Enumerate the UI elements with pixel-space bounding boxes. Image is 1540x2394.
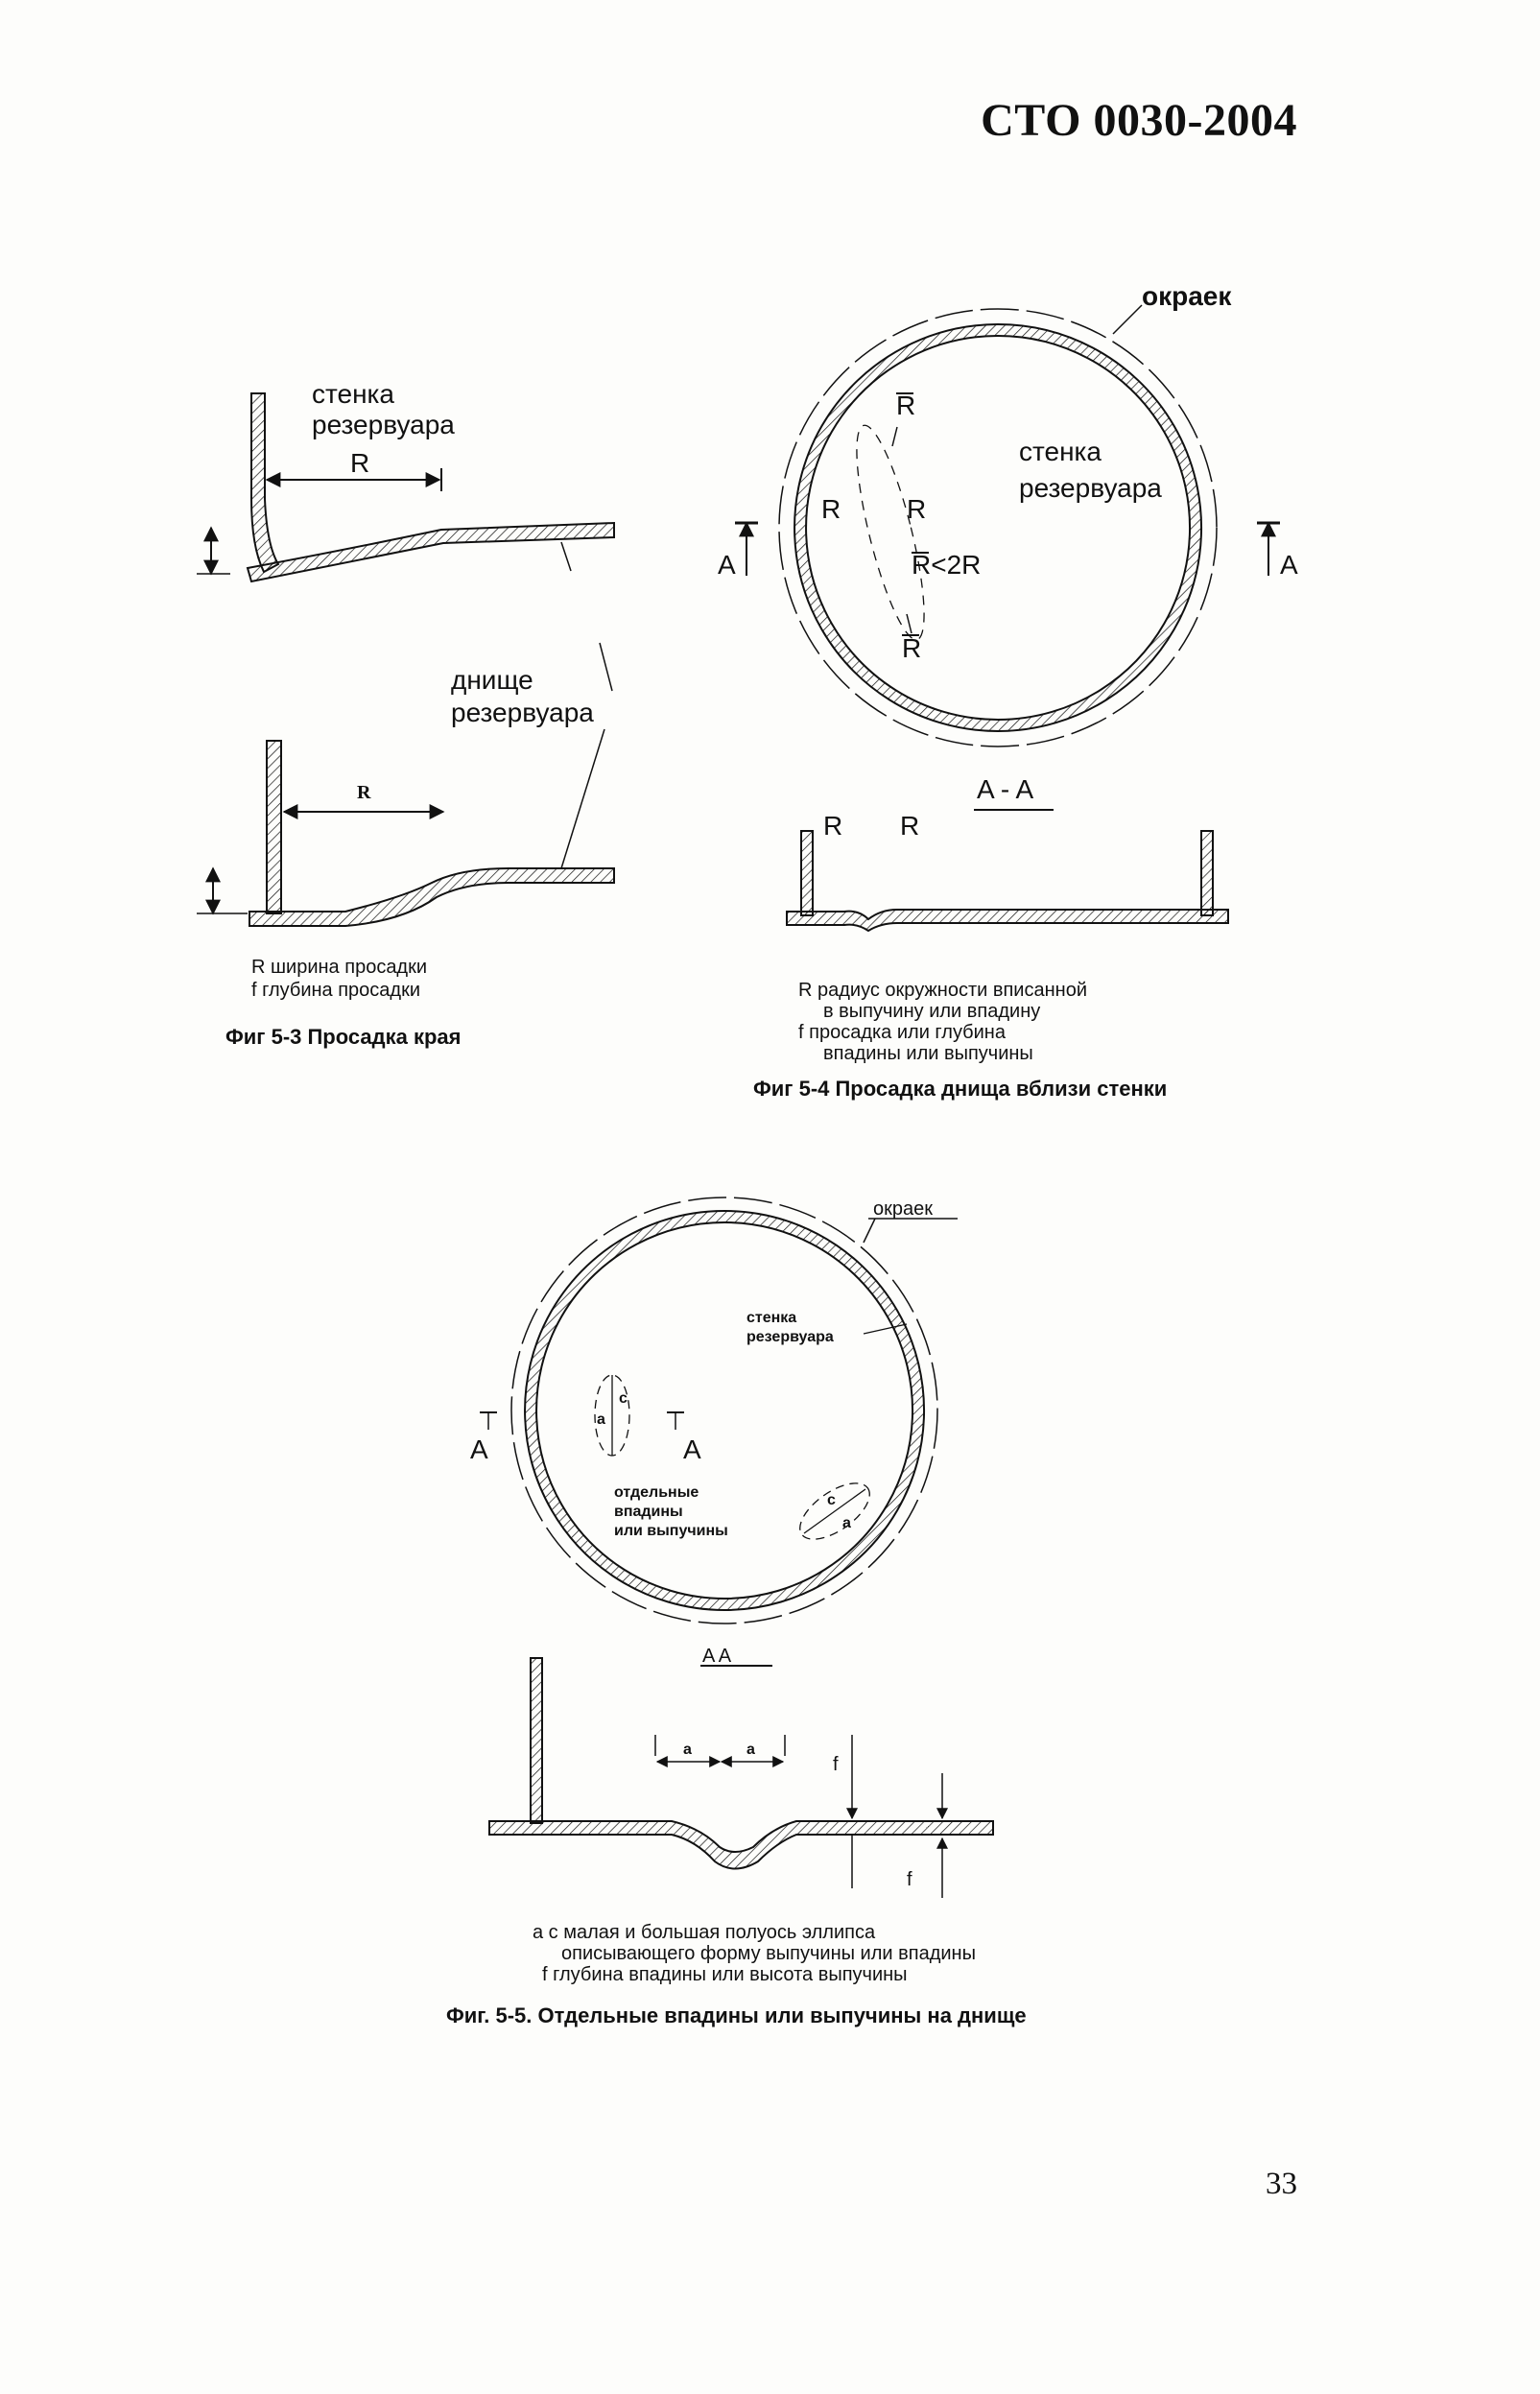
section-wall [531,1658,542,1823]
wall-label-1: стенка [1019,437,1102,466]
rim-outline [779,309,1217,747]
legend-ac2: описывающего форму выпучины или впадины [561,1943,976,1964]
section-r2: R [900,811,920,841]
wall-label-2: резервуара [1019,473,1162,503]
bottom-label-2: резервуара [451,698,594,727]
legend-r1: R радиус окружности вписанной [798,980,1087,1001]
rim-outline [511,1197,937,1624]
section-mark-right: A [1280,550,1298,580]
inscribed-circle-outline [843,420,937,645]
wall-label-1: стенка [312,379,394,409]
figure-5-3 [197,379,614,1049]
ellipse1-c: c [619,1390,628,1407]
tank-bottom-lower [249,868,614,926]
ellipse1-a: a [597,1411,605,1428]
page-number: 33 [1266,2167,1297,2201]
legend-f1: f просадка или глубина [798,1022,1006,1043]
r-top: R [896,391,916,420]
section-mark-left: A [718,550,736,580]
legend-f: f глубина впадины или высота выпучины [542,1964,908,1985]
figure-5-4 [718,281,1298,1101]
caption-5-5: Фиг. 5-5. Отдельные впадины или выпучины на днище [446,2003,1027,2027]
bottom-label-1: днище [451,665,533,695]
caption-5-3: Фиг 5-3 Просадка края [225,1025,462,1049]
section-mark-right: A [683,1434,701,1464]
legend-f: f глубина просадки [251,980,421,1001]
section-wall-left [801,831,813,915]
legend-r2: в выпучину или впадину [823,1001,1041,1022]
figure-5-5 [446,1197,1027,2027]
dent-label-2: впадины [614,1504,683,1520]
rim-label: окраек [1142,281,1232,311]
dim-a2: a [746,1742,755,1758]
tank-wall-ring [525,1211,924,1610]
legend-r: R ширина просадки [251,957,428,978]
caption-5-4: Фиг 5-4 Просадка днища вблизи стенки [753,1077,1168,1101]
dent-label-3: или выпучины [614,1523,728,1539]
r-condition: R<2R [912,550,982,580]
section-bottom-plate [489,1821,993,1869]
f-top: f [833,1754,839,1775]
legend-f2: впадины или выпучины [823,1043,1033,1064]
r-bottom: R [902,633,922,663]
f-bottom: f [907,1869,912,1890]
wall-label-2: резервуара [312,410,455,439]
section-title: A - A [977,774,1034,804]
section-r1: R [823,811,843,841]
wall-label-2: резервуара [746,1329,834,1345]
wall-label-1: стенка [746,1310,797,1326]
ellipse2-c: c [827,1492,836,1508]
doc-code-header: СТО 0030-2004 [981,95,1297,146]
section-wall-right [1201,831,1213,915]
tank-wall-ring [794,324,1201,731]
ellipse2-a: a [842,1515,851,1531]
section-bottom-plate [787,910,1228,931]
r-label-lower: R [357,782,371,803]
tank-wall-lower [267,741,281,913]
legend-ac1: a c малая и большая полуось эллипса [533,1922,876,1943]
r-left: R [821,494,841,524]
rim-label: окраек [873,1198,933,1220]
r-label-upper: R [350,448,370,478]
section-mark-left: A [470,1434,488,1464]
r-right: R [907,494,927,524]
dim-a1: a [683,1742,692,1758]
tank-bottom-upper [248,523,614,581]
section-title: A A [702,1646,732,1667]
tank-wall-upper [251,393,278,572]
dent-label-1: отдельные [614,1484,699,1501]
